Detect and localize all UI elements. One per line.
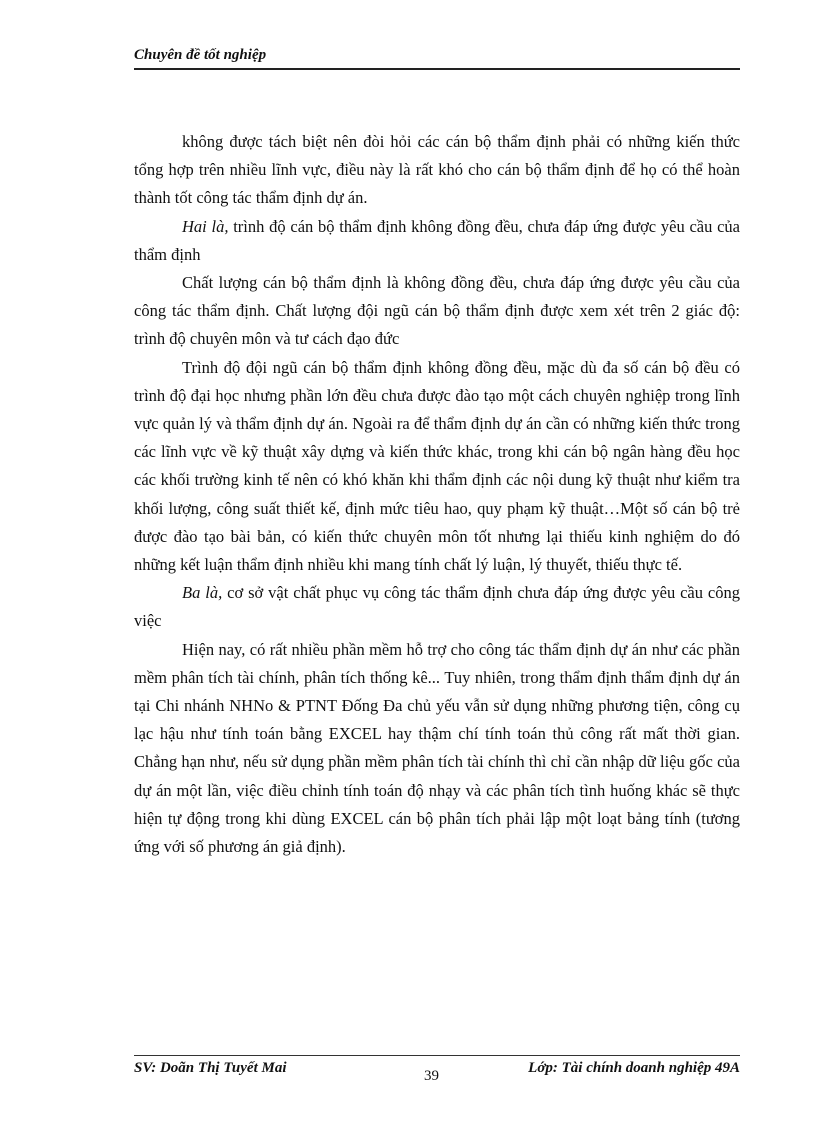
paragraph: không được tách biệt nên đòi hỏi các cán bộ thẩm định phải có những kiến thức tổng hợp trên nhiều lĩnh vực, điều này là rất khó cho cán bộ thẩm định để họ có thể hoàn thành tốt công tác thẩm định dự án. [134,132,740,208]
footer-class: Lớp: Tài chính doanh nghiệp 49A [528,1060,740,1076]
paragraph-lead: Hai là, [182,216,229,236]
paragraph: Trình độ đội ngũ cán bộ thẩm định không đồng đều, mặc dù đa số cán bộ đều có trình độ đại học nhưng phần lớn đều chưa được đào tạo một cách chuyên nghiệp trong lĩnh vực quản lý và thẩm định dự án. Ngoài ra để thẩm định dự án cần có những kiến thức trong các lĩnh vực về kỹ thuật xây dựng và kiến thức khác, trong khi cán bộ ngân hàng đều học các khối trường kinh tế nên có khó khăn khi thẩm định các nội dung kỹ thuật như kiểm tra khối lượng, công suất thiết kế, định mức tiêu hao, quy phạm kỹ thuật…Một số cán bộ trẻ được đào tạo bài bản, có kiến thức chuyên môn tốt nhưng lại thiếu kinh nghiệm do đó những kết luận thẩm định nhiều khi mang tính chất lý luận, lý thuyết, thiếu thực tế. [134,357,740,575]
page-header [134,44,740,70]
paragraph: Hiện nay, có rất nhiều phần mềm hỗ trợ cho công tác thẩm định dự án như các phần mềm phân tích tài chính, phân tích thống kê... Tuy nhiên, trong thẩm định thẩm định dự án tại Chi nhánh NHNo & PTNT Đống Đa chủ yếu vẫn sử dụng những phương tiện, công cụ lạc hậu như tính toán bằng EXCEL hay thậm chí tính toán thủ công rất mất thời gian. Chẳng hạn như, nếu sử dụng phần mềm phân tích tài chính thì chỉ cần nhập dữ liệu gốc của dự án một lần, việc điều chỉnh tính toán độ nhạy và các phân tích tình huống khác sẽ thực hiện tự động trong khi dùng EXCEL cán bộ phân tích phải lập một loạt bảng tính (tương ứng với số phương án giả định). [134,639,740,857]
paragraph: Ba là, cơ sở vật chất phục vụ công tác thẩm định chưa đáp ứng được yêu cầu công việc [134,583,740,631]
page-footer [134,1055,740,1084]
paragraph: Chất lượng cán bộ thẩm định là không đồng đều, chưa đáp ứng được yêu cầu của công tác thẩm định. Chất lượng đội ngũ cán bộ thẩm định được xem xét trên 2 giác độ: trình độ chuyên môn và tư cách đạo đức [134,273,740,349]
header-title: Chuyên đề tốt nghiệp [134,47,267,63]
footer-student: SV: Doãn Thị Tuyết Mai [134,1060,287,1076]
page-number: 39 [424,1068,439,1084]
paragraph: Hai là, trình độ cán bộ thẩm định không đồng đều, chưa đáp ứng được yêu cầu của thẩm định [134,216,740,264]
document-body [134,128,740,861]
paragraph-lead: Ba là, [182,583,223,603]
